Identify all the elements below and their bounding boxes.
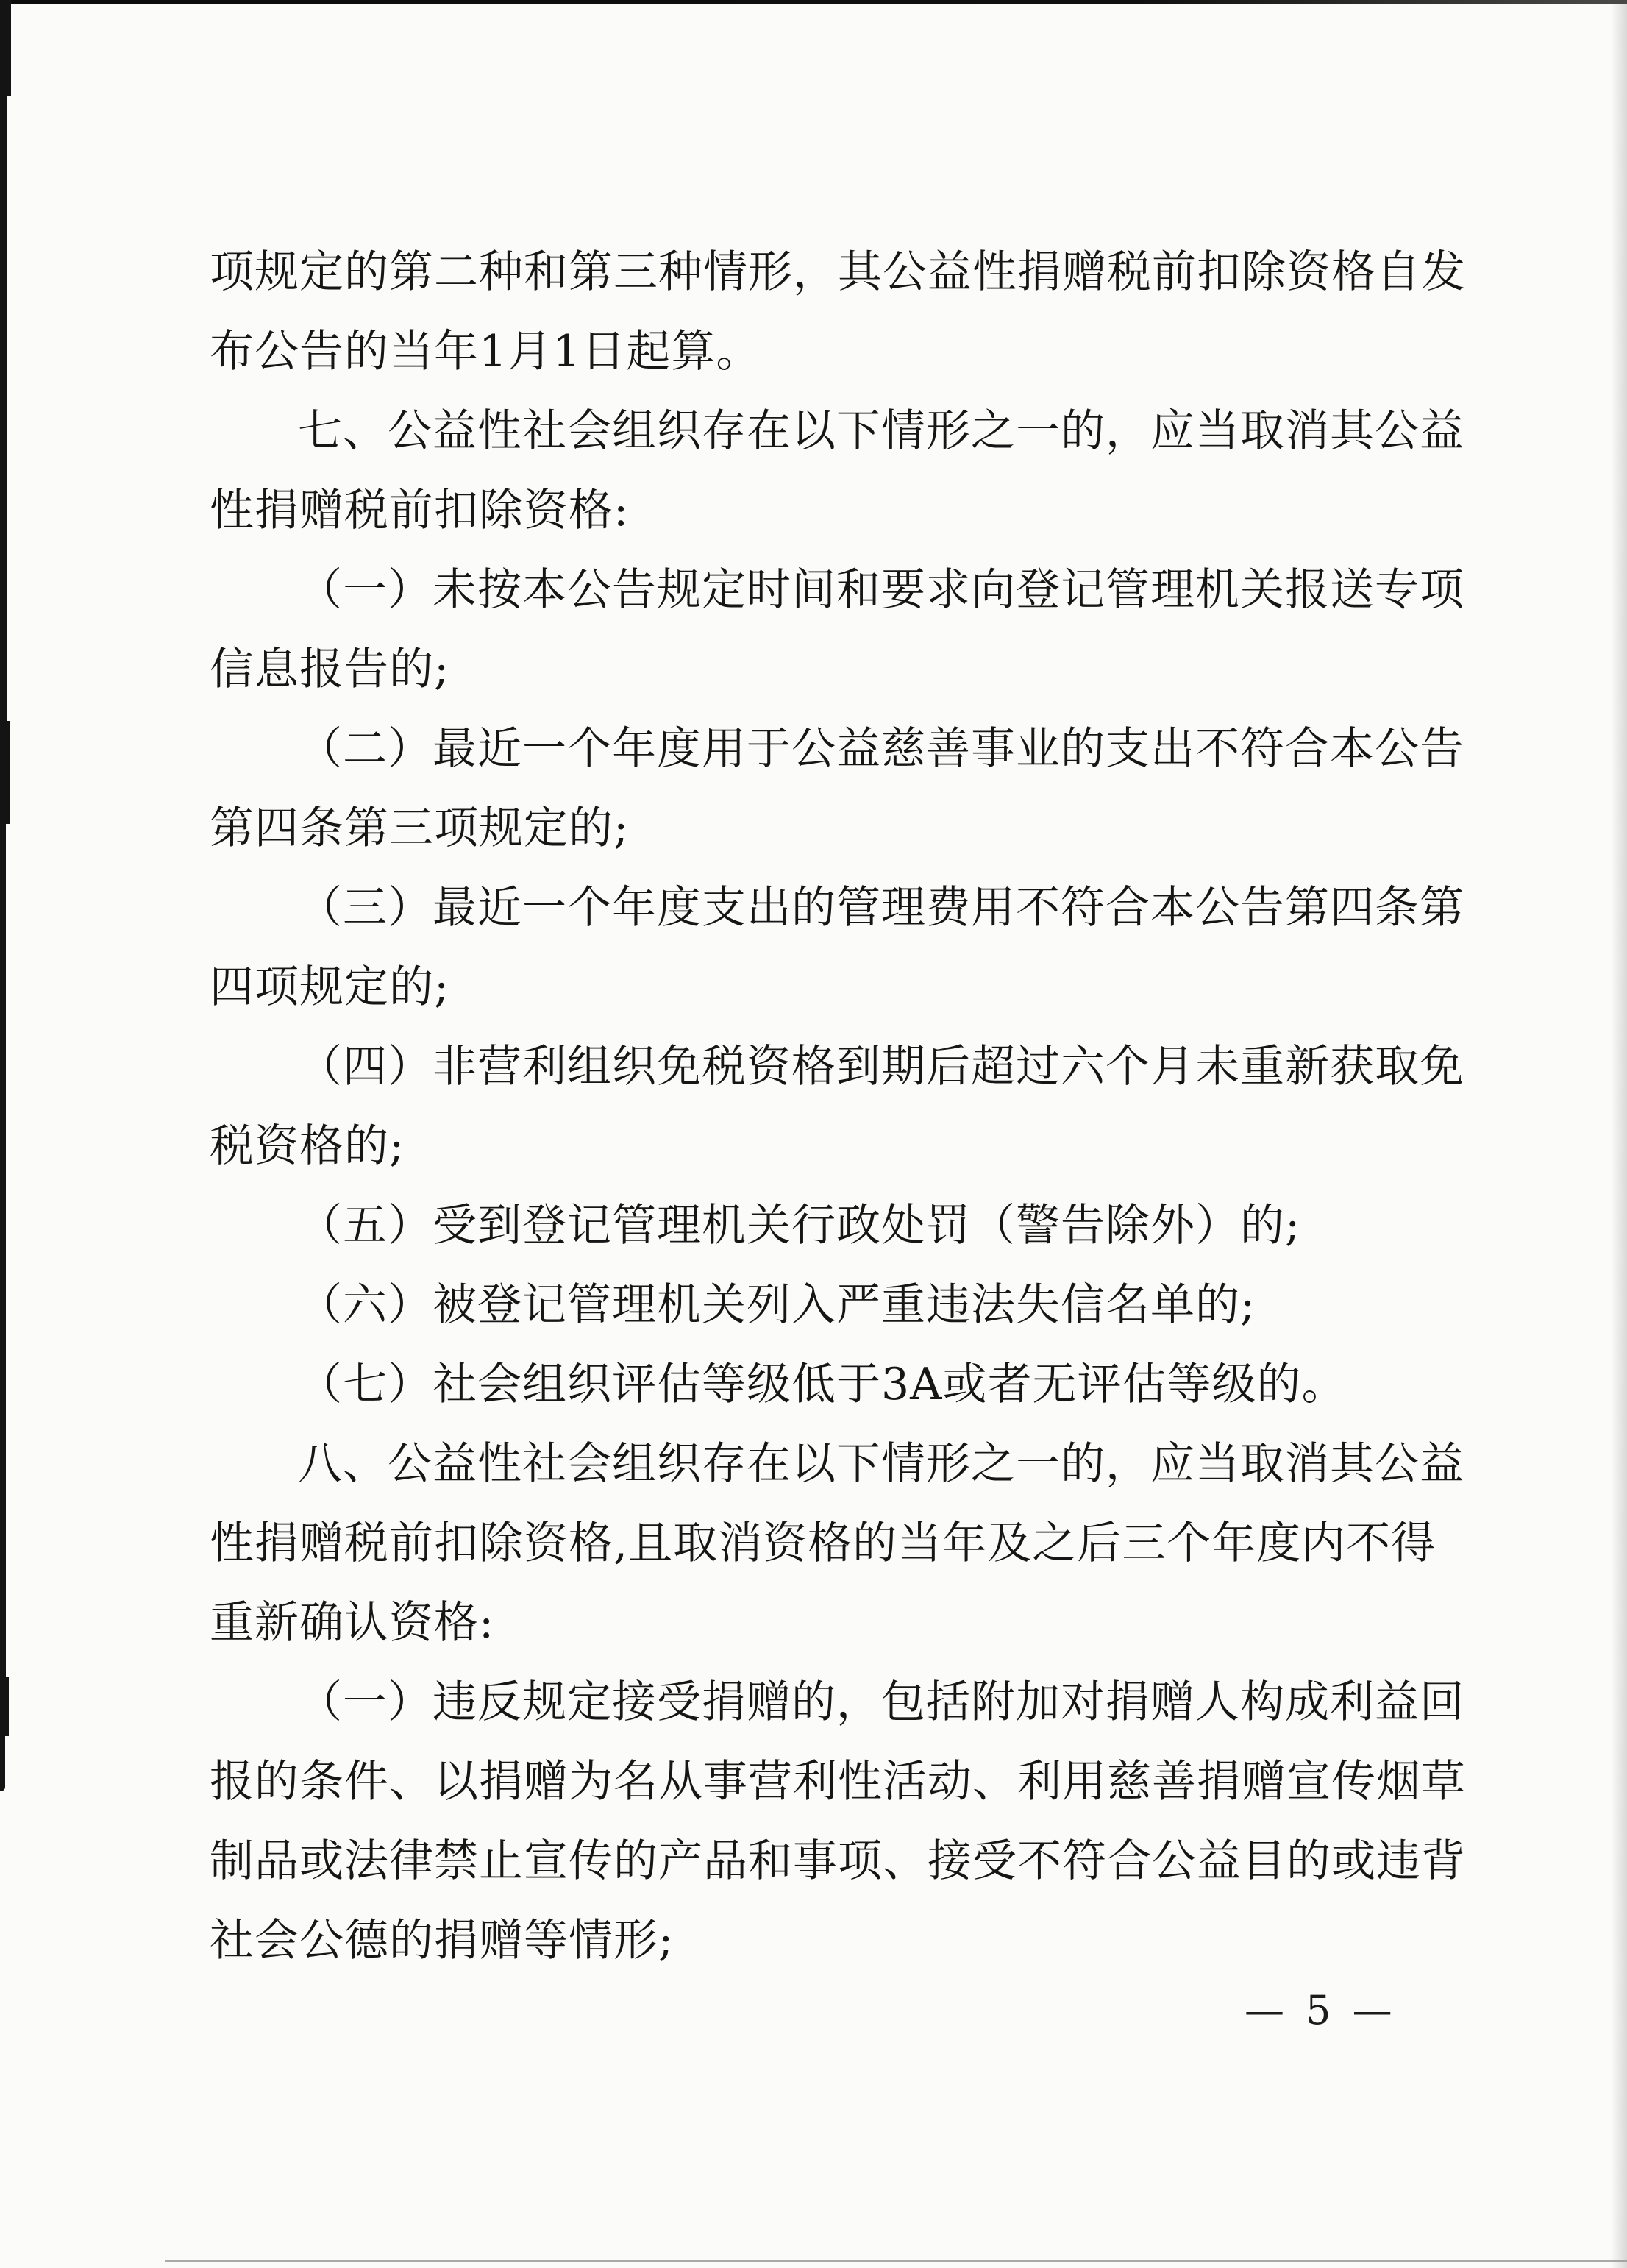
document-line: （三）最近一个年度支出的管理费用不符合本公告第四条第	[298, 882, 1464, 934]
document-line: 报的条件、以捐赠为名从事营利性活动、利用慈善捐赠宣传烟草	[210, 1756, 1466, 1807]
document-line: 七、公益性社会组织存在以下情形之一的，应当取消其公益	[298, 405, 1464, 457]
document-line: 第四条第三项规定的;	[210, 803, 630, 854]
document-line: 四项规定的;	[210, 961, 450, 1013]
document-line: 重新确认资格:	[210, 1597, 495, 1649]
document-line: 性捐赠税前扣除资格,且取消资格的当年及之后三个年度内不得	[210, 1518, 1436, 1569]
document-line: 制品或法律禁止宣传的产品和事项、接受不符合公益目的或违背	[210, 1835, 1466, 1887]
document-line: 性捐赠税前扣除资格:	[210, 485, 630, 536]
document-line: （六）被登记管理机关列入严重违法失信名单的;	[298, 1279, 1256, 1331]
document-text-block	[210, 232, 1464, 1980]
scan-bottom-line-artifact	[165, 2260, 1627, 2262]
scan-left-edge-artifact	[0, 824, 6, 1677]
scan-left-edge-artifact	[0, 0, 11, 96]
page-number: — 5 —	[1245, 1987, 1397, 2033]
document-line: （七）社会组织评估等级低于3A或者无评估等级的。	[298, 1359, 1347, 1410]
scan-left-edge-artifact	[0, 1736, 5, 1791]
scan-right-shadow	[1611, 0, 1627, 2268]
document-line: （四）非营利组织免税资格到期后超过六个月未重新获取免	[298, 1041, 1464, 1092]
document-line: （一）违反规定接受捐赠的，包括附加对捐赠人构成利益回	[298, 1677, 1464, 1728]
document-line: 八、公益性社会组织存在以下情形之一的，应当取消其公益	[298, 1438, 1464, 1490]
document-line: （二）最近一个年度用于公益慈善事业的支出不符合本公告	[298, 723, 1464, 775]
document-line: 信息报告的;	[210, 644, 450, 695]
document-line: （五）受到登记管理机关行政处罚（警告除外）的;	[298, 1200, 1301, 1251]
document-line: 社会公德的捐赠等情形;	[210, 1915, 674, 1966]
document-line: （一）未按本公告规定时间和要求向登记管理机关报送专项	[298, 564, 1464, 616]
scan-top-edge-artifact	[0, 0, 1627, 4]
document-line: 税资格的;	[210, 1120, 405, 1172]
scan-left-edge-artifact	[0, 721, 10, 824]
document-line: 项规定的第二种和第三种情形，其公益性捐赠税前扣除资格自发	[210, 246, 1466, 298]
scan-left-edge-artifact	[0, 96, 7, 721]
document-line: 布公告的当年1月1日起算。	[210, 326, 761, 377]
scan-left-edge-artifact	[0, 1677, 9, 1736]
